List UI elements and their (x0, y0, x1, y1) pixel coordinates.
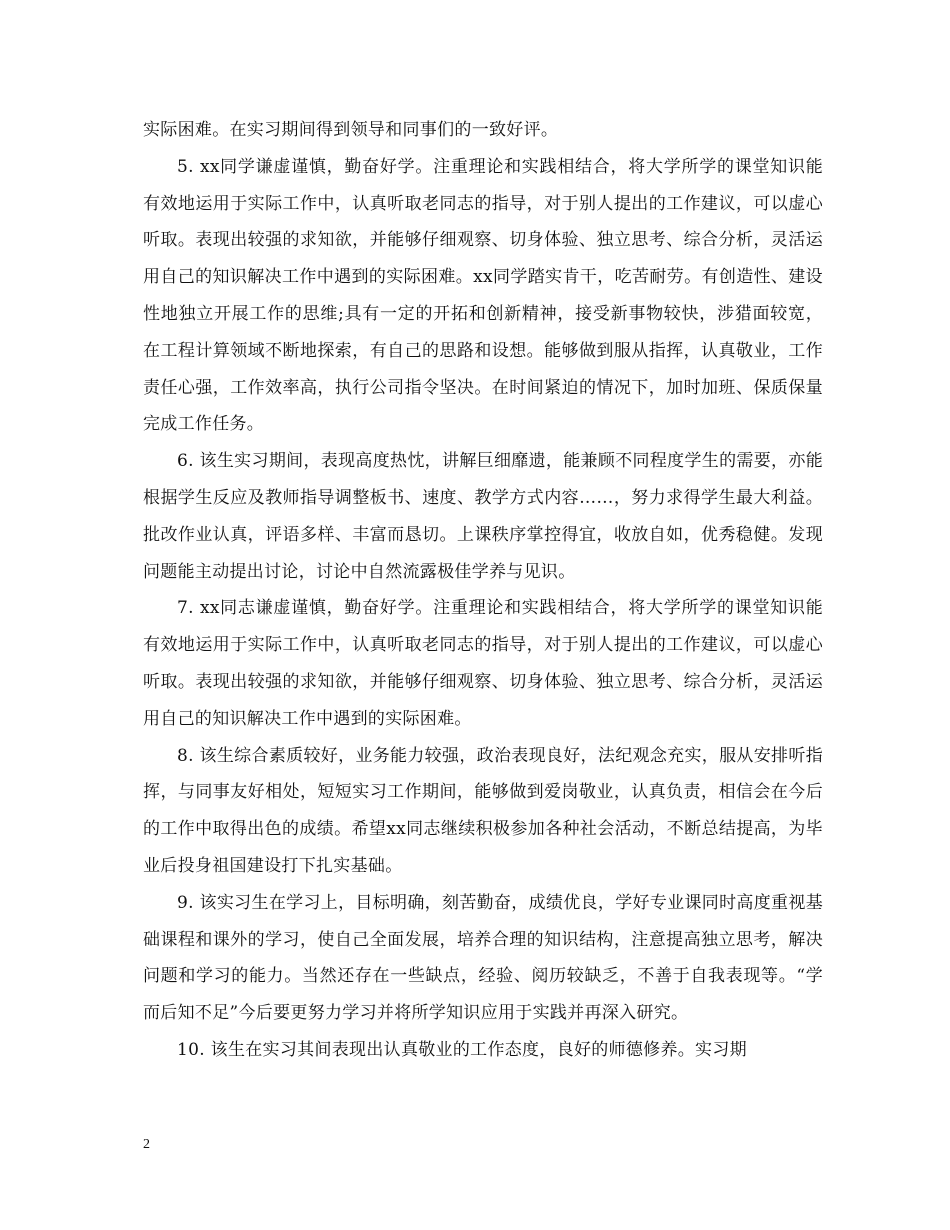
document-body (143, 112, 823, 1069)
paragraph-item-8: 8. 该生综合素质较好，业务能力较强，政治表现良好，法纪观念充实，服从安排听指挥，与同事友好相处，短短实习工作期间，能够做到爱岗敬业，认真负责，相信会在今后的工作中取得出色的成绩。希望xx同志继续积极参加各种社会活动，不断总结提高，为毕业后投身祖国建设打下扎实基础。 (143, 745, 823, 876)
paragraph-item-9: 9. 该实习生在学习上，目标明确，刻苦勤奋，成绩优良，学好专业课同时高度重视基础课程和课外的学习，使自己全面发展，培养合理的知识结构，注意提高独立思考，解决问题和学习的能力。当然还存在一些缺点，经验、阅历较缺乏，不善于自我表现等。“学而后知不足”今后要更努力学习并将所学知识应用于实践并再深入研究。 (143, 892, 823, 1024)
paragraph-item-5: 5. xx同学谦虚谨慎，勤奋好学。注重理论和实践相结合，将大学所学的课堂知识能有效地运用于实际工作中，认真听取老同志的指导，对于别人提出的工作建议，可以虚心听取。表现出较强的求知欲，并能够仔细观察、切身体验、独立思考、综合分析，灵活运用自己的知识解决工作中遇到的实际困难。xx同学踏实肯干，吃苦耐劳。有创造性、建设性地独立开展工作的思维;具有一定的开拓和创新精神，接受新事物较快，涉猎面较宽，在工程计算领域不断地探索，有自己的思路和设想。能够做到服从指挥，认真敬业，工作责任心强，工作效率高，执行公司指令坚决。在时间紧迫的情况下，加时加班、保质保量完成工作任务。 (143, 156, 823, 435)
paragraph-item-7: 7. xx同志谦虚谨慎，勤奋好学。注重理论和实践相结合，将大学所学的课堂知识能有效地运用于实际工作中，认真听取老同志的指导，对于别人提出的工作建议，可以虚心听取。表现出较强的求知欲，并能够仔细观察、切身体验、独立思考、综合分析，灵活运用自己的知识解决工作中遇到的实际困难。 (143, 598, 823, 729)
paragraph-item-6: 6. 该生实习期间，表现高度热忱，讲解巨细靡遗，能兼顾不同程度学生的需要，亦能根据学生反应及教师指导调整板书、速度、教学方式内容……，努力求得学生最大利益。批改作业认真，评语多样、丰富而恳切。上课秩序掌控得宜，收放自如，优秀稳健。发现问题能主动提出讨论，讨论中自然流露极佳学养与见识。 (143, 451, 823, 582)
paragraph-continuation: 实际困难。在实习期间得到领导和同事们的一致好评。 (143, 120, 559, 140)
paragraph-item-10: 10. 该生在实习其间表现出认真敬业的工作态度，良好的师德修养。实习期 (177, 1039, 747, 1060)
page-number: 2 (143, 1137, 150, 1152)
